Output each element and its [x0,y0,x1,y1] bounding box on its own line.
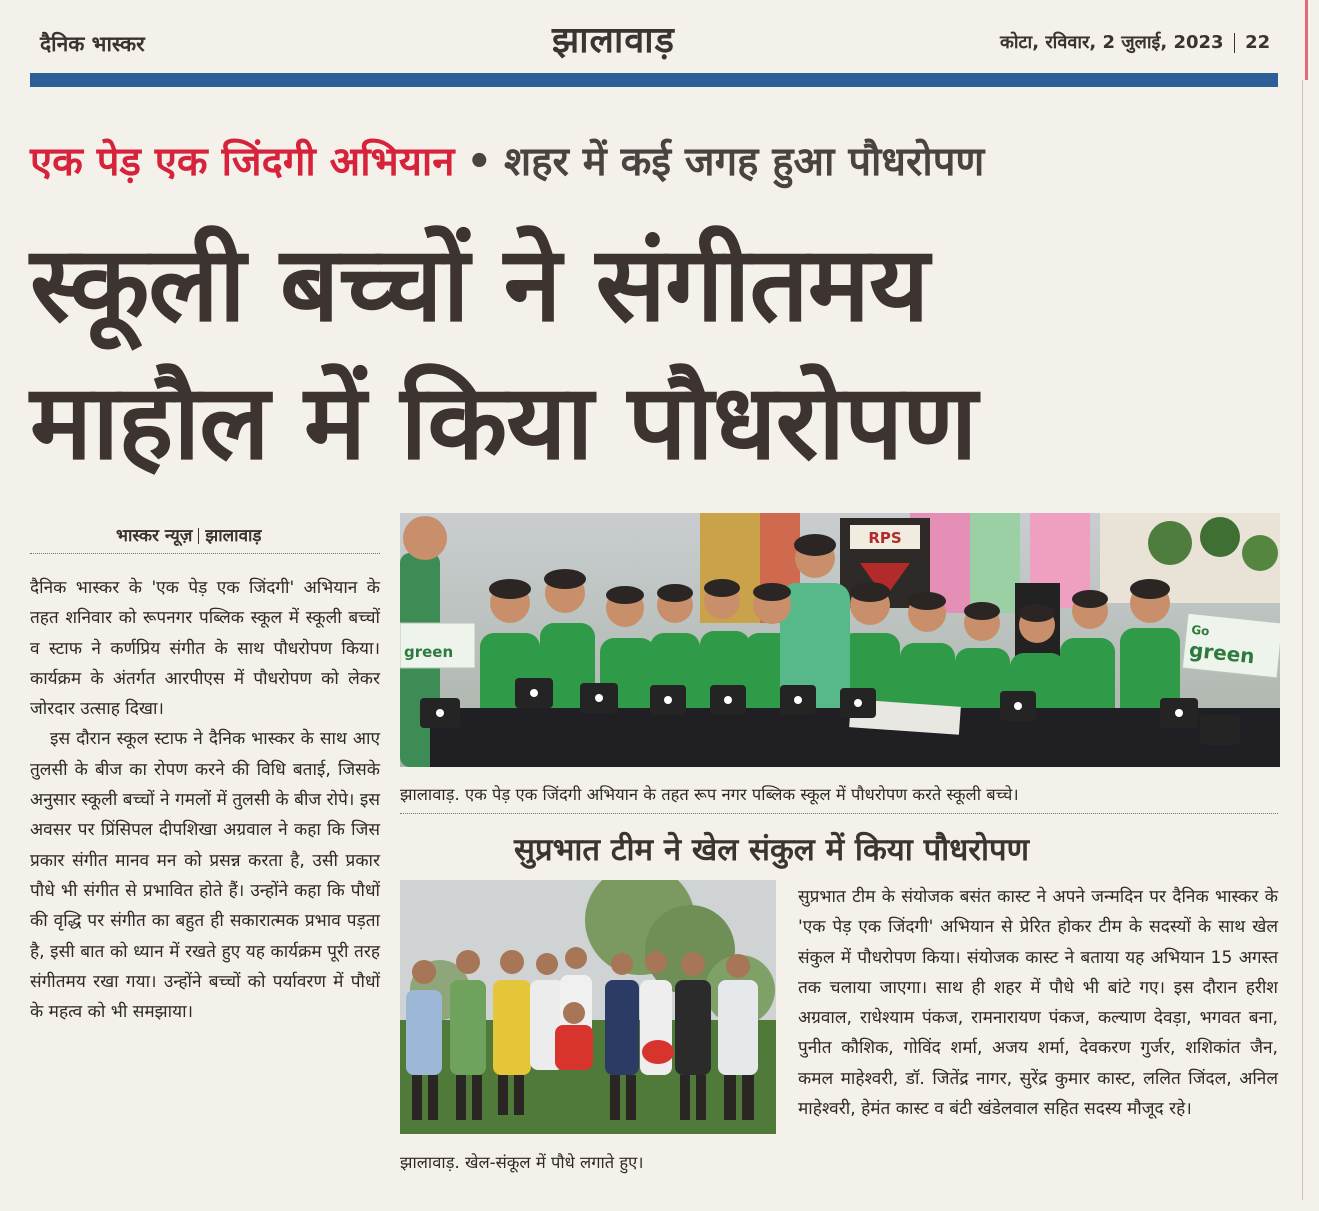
masthead-band [30,73,1278,87]
article-paragraph: इस दौरान स्कूल स्टाफ ने दैनिक भास्कर के साथ आए तुलसी के बीज का रोपण करने की विधि बताई, जिसके अनुसार स्कूली बच्चों ने गमलों में तुलसी के बीज रोपे। इस अवसर पर प्रिंसिपल दीपशिखा अग्रवाल ने कहा कि जिस प्रकार संगीत मानव मन को प्रसन्न करता है, उसी प्रकार पौधे भी संगीत से प्रभावित होते हैं। उन्होंने कहा कि पौधों की वृद्धि पर संगीत का बहुत ही सकारात्मक प्रभाव पड़ता है, इसी बात को ध्यान में रखते हुए यह कार्यक्रम पूरी तरह संगीतमय रखा गया। उन्होंने बच्चों को पर्यावरण में पौधों के महत्व को भी समझाया। [30,729,380,1023]
divider [1234,33,1235,53]
photo-illustration [400,880,776,1134]
story2-body [798,882,1278,1124]
byline-place: झालावाड़ [205,526,262,546]
article-paragraph: सुप्रभात टीम के संयोजक बसंत कास्ट ने अपने जन्मदिन पर दैनिक भास्कर के 'एक पेड़ एक जिंदगी' अभियान से प्रेरित होकर टीम के सदस्यों के साथ खेल संकुल में पौधरोपण किया। संयोजक कास्ट ने बताया यह अभियान 15 अगस्त तक चलाया जाएगा। साथ ही शहर में पौधे भी बांटे गए। इस दौरान हरीश अग्रवाल, राधेश्याम पंकज, रामनारायण पंकज, कल्याण देवड़ा, भगवत बना, पुनीत कौशिक, गोविंद शर्मा, अजय शर्मा, देवकरण गुर्जर, शशिकांत जैन, कमल माहेश्वरी, डॉ. जितेंद्र नागर, सुरेंद्र कुमार कास्ट, ललित जिंदल, अनिल माहेश्वरी, हेमंत कास्ट व बंटी खंडेलवाल सहित सदस्य मौजूद रहे। [798,887,1278,1120]
dateline-text: कोटा, रविवार, 2 जुलाई, 2023 [1000,32,1224,53]
story2-headline: सुप्रभात टीम ने खेल संकुल में किया पौधरोपण [514,832,1030,868]
kicker-bullet: • [466,139,493,185]
headline-line-2: माहौल में किया पौधरोपण [30,361,977,483]
rps-sign: RPS [868,529,902,547]
divider [30,553,380,554]
school-plantation-photo [400,513,1280,767]
newspaper-name: दैनिक भास्कर [40,32,145,56]
article-paragraph: दैनिक भास्कर के 'एक पेड़ एक जिंदगी' अभियान के तहत शनिवार को रूपनगर पब्लिक स्कूल में स्कूली बच्चों व स्टाफ ने कर्णप्रिय संगीत के साथ पौधरोपण किया। कार्यक्रम के अंतर्गत आरपीएस में पौधरोपण को लेकर जोरदार उत्साह दिखा। [30,578,380,720]
byline [116,523,262,546]
team-plantation-photo [400,880,776,1134]
page-number: 22 [1245,32,1271,53]
dateline [1000,30,1270,54]
page-edge-mark [1305,0,1308,80]
campaign-name: एक पेड़ एक जिंदगी अभियान [30,139,455,185]
byline-agency: भास्कर न्यूज़ [116,526,193,546]
photo-caption: झालावाड़. खेल-संकूल में पौधे लगाते हुए। [400,1153,644,1172]
go-sign: Go [1190,622,1211,639]
divider [198,528,199,544]
photo-illustration [400,513,1280,767]
kicker [30,132,984,187]
photo-caption: झालावाड़. एक पेड़ एक जिंदगी अभियान के तहत रूप नगर पब्लिक स्कूल में पौधरोपण करते स्कूली बच्चे। [400,785,1019,804]
kicker-subtitle: शहर में कई जगह हुआ पौधरोपण [504,139,985,185]
divider [400,813,1278,814]
column-rule [1302,80,1303,1200]
green-sign-left: green [404,643,454,661]
headline-line-1: स्कूली बच्चों ने संगीतमय [30,223,929,345]
article-body [30,573,380,1027]
edition-title: झालावाड़ [552,20,675,61]
green-sign-right: green [1188,637,1256,669]
